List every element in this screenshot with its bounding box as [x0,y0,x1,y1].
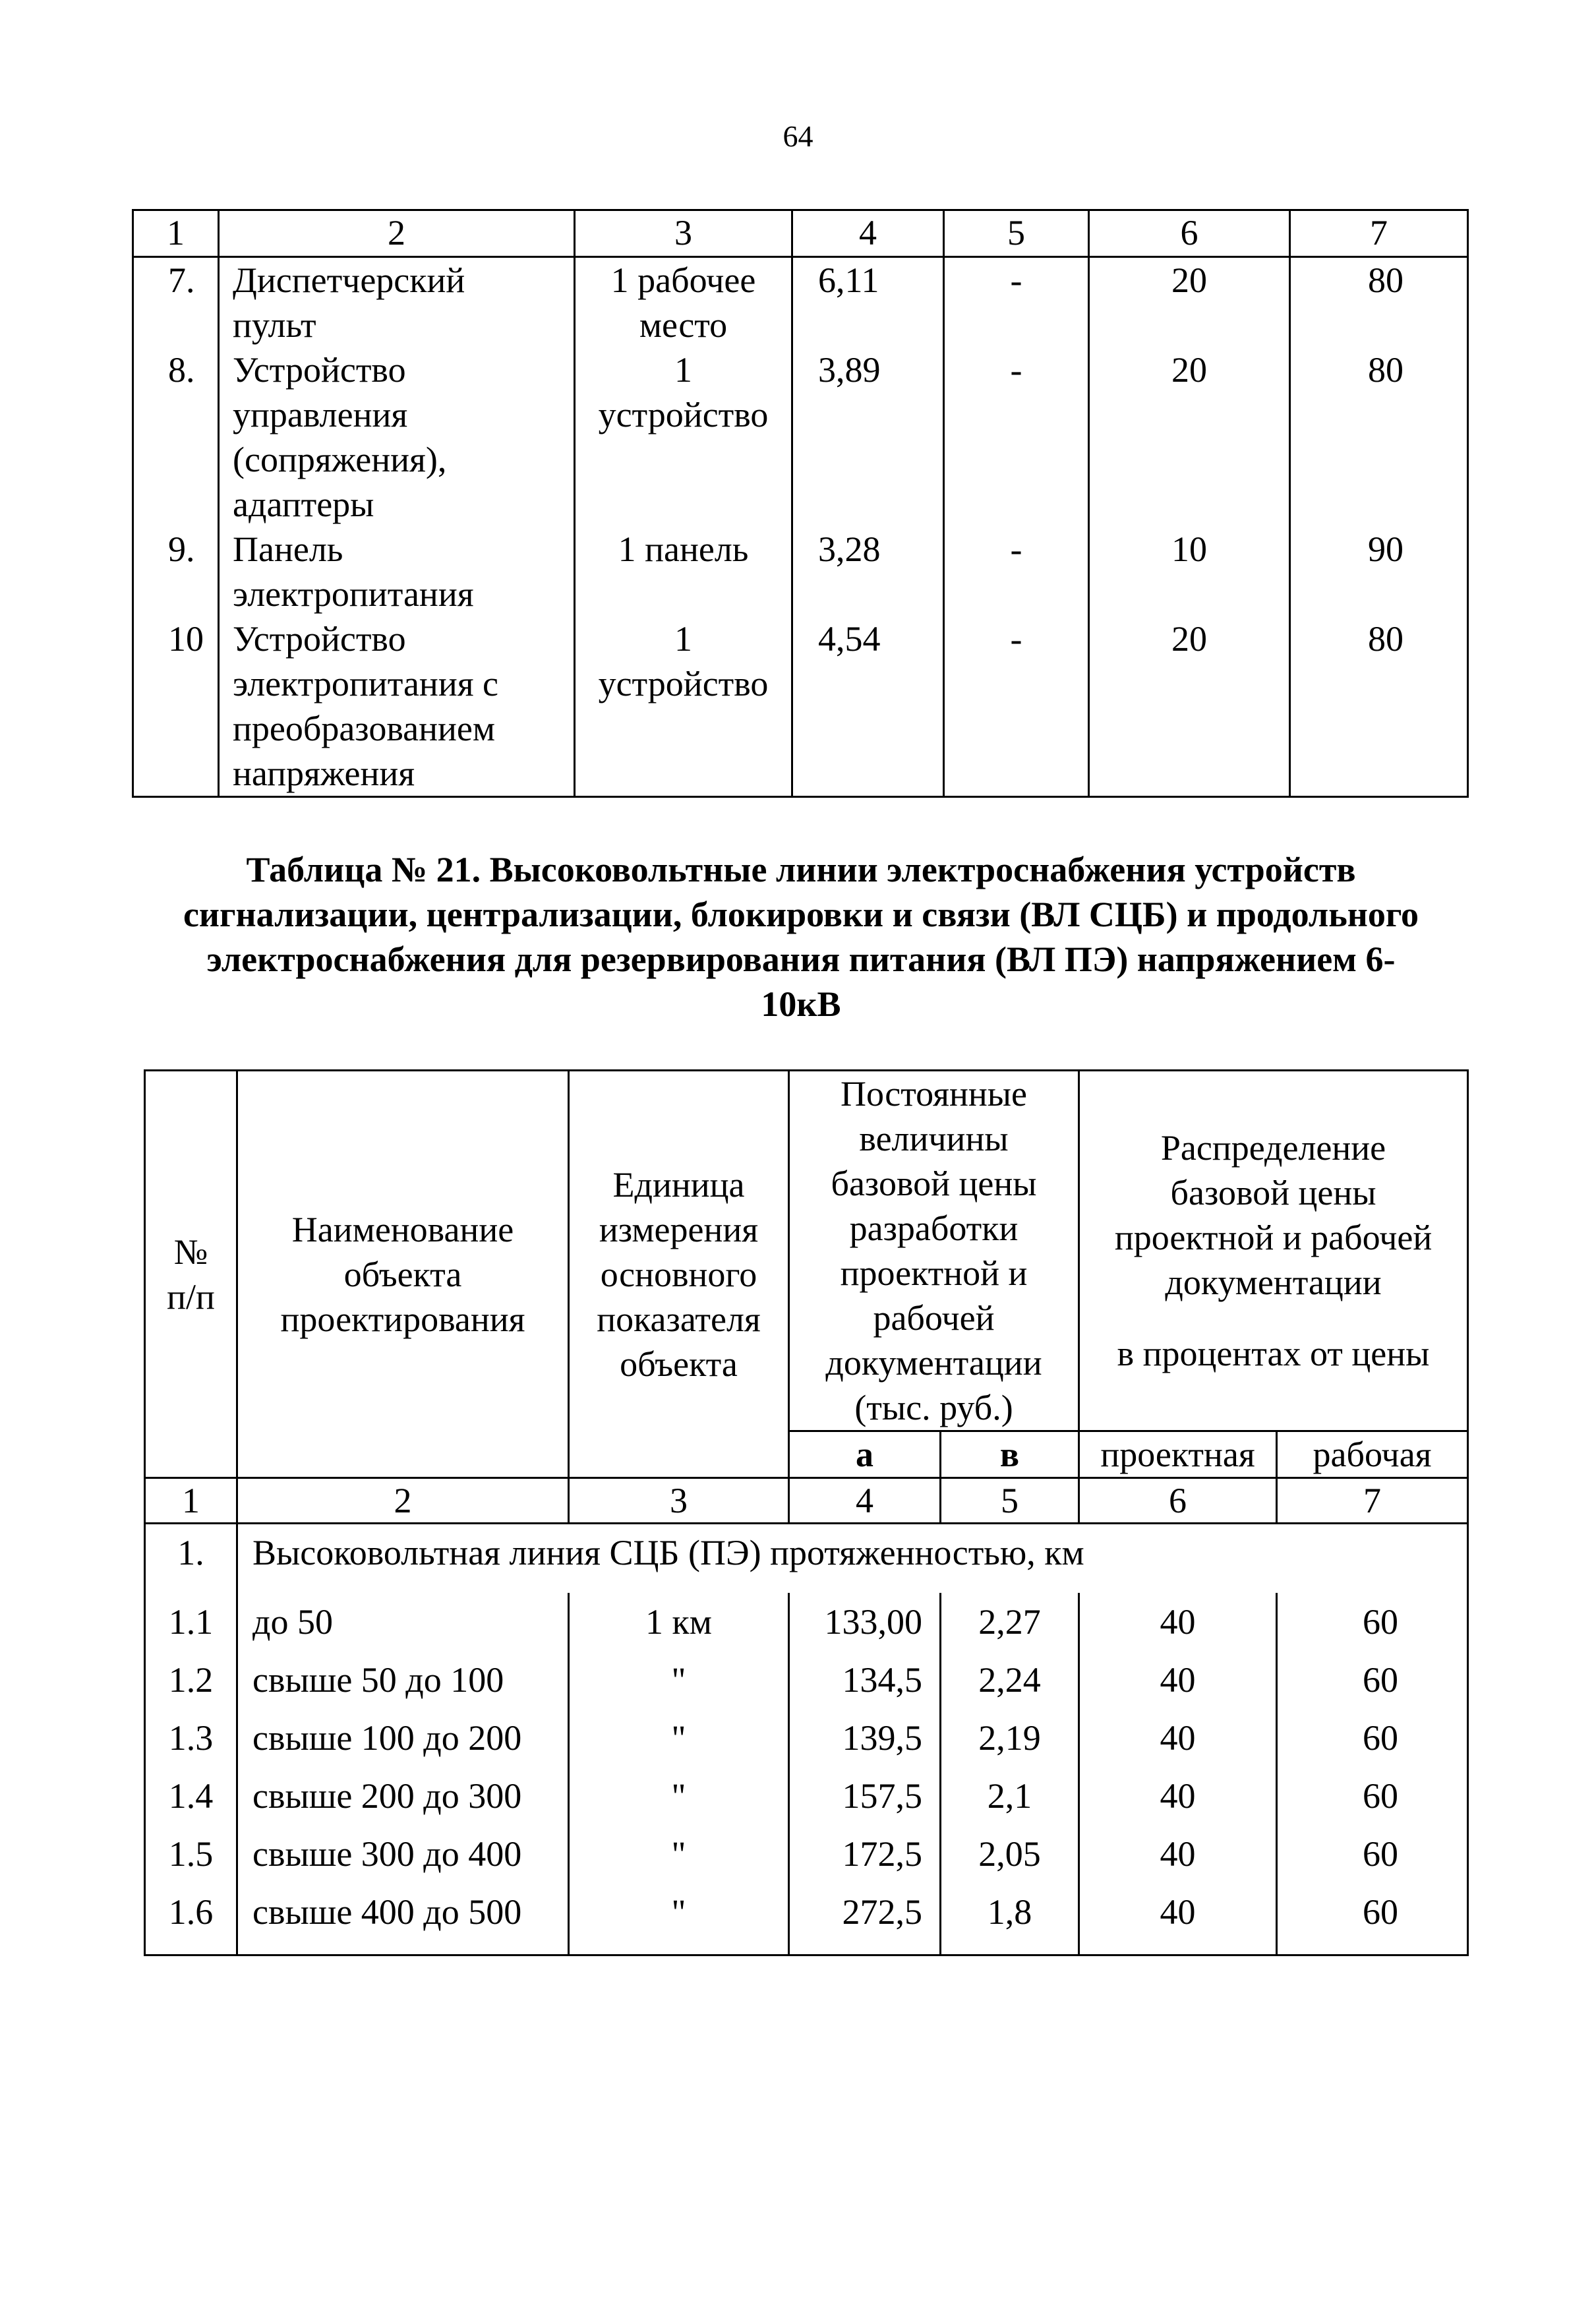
unit: " [569,1883,789,1955]
price-table [144,1069,1469,1956]
col-number: 5 [941,1478,1079,1524]
value-design-pct: 40 [1079,1767,1277,1825]
value-col6: 20 [1089,347,1290,527]
object-name-line: Устройство [233,619,406,659]
row-number: 1.3 [145,1709,237,1767]
header-line: объекта [343,1254,462,1294]
header-line: (тыс. руб.) [854,1388,1013,1427]
header-distribution [1079,1071,1468,1431]
column-number-row [133,210,1468,257]
value-col4: 6,11 [792,257,944,348]
col-number: 6 [1079,1478,1277,1524]
col-number: 3 [569,1478,789,1524]
header-line: п/п [167,1276,215,1317]
col-number: 1 [145,1478,237,1524]
value-col7: 80 [1290,616,1468,797]
value-design-pct: 40 [1079,1651,1277,1709]
object-name: до 50 [237,1593,569,1651]
object-name-line: преобразованием [233,709,496,748]
object-name-line: Панель [233,529,343,569]
header-line: величины [859,1119,1009,1158]
value-design-pct: 40 [1079,1709,1277,1767]
header-constant-values [789,1071,1079,1431]
row-number: 1.1 [145,1593,237,1651]
unit: " [569,1709,789,1767]
col-number: 6 [1089,210,1290,257]
table-row [133,347,1468,527]
header-line: проектной и рабочей [1114,1218,1433,1257]
object-name: свыше 100 до 200 [237,1709,569,1767]
value-col4: 3,89 [792,347,944,527]
header-unit [569,1071,789,1478]
header-line: документации [1165,1263,1382,1302]
col-number: 4 [792,210,944,257]
caption-line: сигнализации, централизации, блокировки и связи (ВЛ СЦБ) и продольного [183,895,1419,934]
value-col7: 80 [1290,347,1468,527]
value-b: 1,8 [941,1883,1079,1955]
table-row [145,1593,1468,1651]
subheader-working: рабочая [1277,1431,1468,1478]
object-name: свыше 200 до 300 [237,1767,569,1825]
col-number: 5 [944,210,1089,257]
value-col7: 80 [1290,257,1468,348]
value-col6: 20 [1089,616,1290,797]
object-name-line: Устройство [233,350,406,390]
object-name-line: (сопряжения), [233,440,447,479]
header-line: документации [825,1343,1042,1383]
row-number: 1.6 [145,1883,237,1955]
col-number: 3 [575,210,792,257]
value-working-pct: 60 [1277,1593,1468,1651]
value-b: 2,19 [941,1709,1079,1767]
value-working-pct: 60 [1277,1767,1468,1825]
header-name [237,1071,569,1478]
caption-line: 10кВ [761,984,841,1024]
header-line: Постоянные [840,1074,1028,1114]
header-line: № [173,1232,208,1272]
value-col5: - [944,616,1089,797]
value-a: 134,5 [789,1651,941,1709]
value-working-pct: 60 [1277,1709,1468,1767]
value-working-pct: 60 [1277,1883,1468,1955]
col-number: 4 [789,1478,941,1524]
header-line: базовой цены [831,1164,1037,1203]
row-number: 8. [133,347,219,527]
row-number: 1.2 [145,1651,237,1709]
unit-line: 1 [674,619,692,659]
header-line: показателя [597,1299,761,1339]
column-number-row [145,1478,1468,1524]
object-name [219,527,575,616]
continued-table [132,209,1469,798]
value-a: 272,5 [789,1883,941,1955]
col-number: 2 [237,1478,569,1524]
table-row [145,1651,1468,1709]
table-row [133,527,1468,616]
object-name-line: управления [233,395,408,434]
section-label-text: Высоковольтная линия СЦБ (ПЭ) протяженностью, км [252,1533,1084,1572]
value-design-pct: 40 [1079,1825,1277,1883]
object-name: свыше 400 до 500 [237,1883,569,1955]
header-line: Единица [612,1164,745,1205]
value-a: 139,5 [789,1709,941,1767]
table-caption [138,847,1463,1027]
subheader-a: а [789,1431,941,1478]
value-col7: 90 [1290,527,1468,616]
header-line: разработки [849,1208,1019,1248]
value-col6: 20 [1089,257,1290,348]
subheader-design: проектная [1079,1431,1277,1478]
caption-line: Таблица № 21. Высоковольтные линии электроснабжения устройств [246,850,1356,889]
unit: " [569,1767,789,1825]
value-col6: 10 [1089,527,1290,616]
value-col5: - [944,527,1089,616]
header-spacer [1080,1305,1467,1331]
value-b: 2,1 [941,1767,1079,1825]
value-col4: 3,28 [792,527,944,616]
row-number: 7. [133,257,219,348]
page-number: 64 [783,119,813,153]
unit [575,527,792,616]
object-name-line: электропитания с [233,664,499,703]
table-row [145,1825,1468,1883]
col-number: 7 [1277,1478,1468,1524]
header-line: объекта [620,1344,738,1384]
unit [575,257,792,348]
value-col4: 4,54 [792,616,944,797]
value-a: 133,00 [789,1593,941,1651]
unit: 1 км [569,1593,789,1651]
object-name-line: Диспетчерский [233,260,465,300]
value-b: 2,27 [941,1593,1079,1651]
unit [575,616,792,797]
header-line: проектирования [280,1299,525,1339]
section-row [145,1524,1468,1594]
value-b: 2,24 [941,1651,1079,1709]
value-b: 2,05 [941,1825,1079,1883]
header-line: проектной и [840,1253,1028,1293]
unit-line: 1 [674,350,692,390]
object-name-line: пульт [233,305,316,345]
caption-line: электроснабжения для резервирования питания (ВЛ ПЭ) напряжением 6- [206,940,1396,979]
header-line: Распределение [1160,1128,1386,1168]
header-number [145,1071,237,1478]
value-col5: - [944,347,1089,527]
col-number: 2 [219,210,575,257]
value-a: 172,5 [789,1825,941,1883]
object-name-line: адаптеры [233,485,374,524]
header-line: рабочей [873,1298,995,1338]
header-line: базовой цены [1170,1173,1376,1212]
table-row [145,1883,1468,1955]
unit: " [569,1825,789,1883]
value-a: 157,5 [789,1767,941,1825]
header-line: Наименование [291,1209,514,1249]
table-row [145,1709,1468,1767]
object-name: свыше 300 до 400 [237,1825,569,1883]
header-row [145,1071,1468,1431]
header-line: в процентах от цены [1117,1334,1430,1373]
subheader-b: в [941,1431,1079,1478]
value-working-pct: 60 [1277,1825,1468,1883]
unit-line: 1 панель [618,529,749,569]
header-line: измерения [599,1209,759,1249]
header-line: основного [600,1254,757,1294]
section-number: 1. [145,1524,237,1594]
unit-line: место [639,305,728,345]
table-row [133,257,1468,348]
row-number: 1.4 [145,1767,237,1825]
unit-line: устройство [598,395,769,434]
object-name: свыше 50 до 100 [237,1651,569,1709]
object-name-line: электропитания [233,574,474,614]
value-working-pct: 60 [1277,1651,1468,1709]
table-row [133,616,1468,797]
row-number: 1.5 [145,1825,237,1883]
value-col5: - [944,257,1089,348]
table-row [145,1767,1468,1825]
unit-line: устройство [598,664,769,703]
value-design-pct: 40 [1079,1593,1277,1651]
value-design-pct: 40 [1079,1883,1277,1955]
unit-line: 1 рабочее [610,260,756,300]
object-name [219,257,575,348]
unit: " [569,1651,789,1709]
object-name [219,616,575,797]
object-name [219,347,575,527]
row-number: 9. [133,527,219,616]
col-number: 7 [1290,210,1468,257]
section-label [237,1524,1468,1594]
unit [575,347,792,527]
row-number: 10 [133,616,219,797]
object-name-line: напряжения [233,754,415,793]
col-number: 1 [133,210,219,257]
